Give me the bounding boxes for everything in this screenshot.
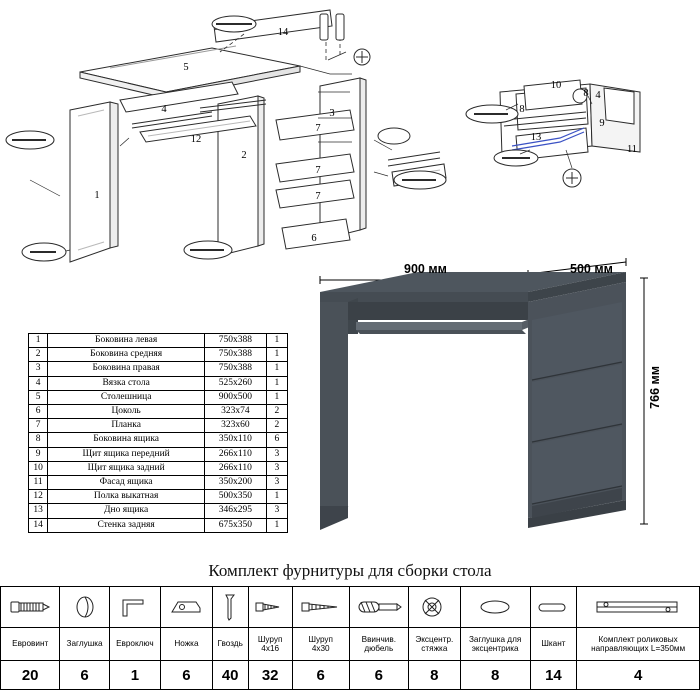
table-row bbox=[29, 461, 288, 475]
part-name: Вязка стола bbox=[48, 376, 205, 390]
label-7a: 7 bbox=[315, 123, 321, 134]
table-row bbox=[29, 348, 288, 362]
part-number: 4 bbox=[29, 376, 48, 390]
part-number: 3 bbox=[29, 362, 48, 376]
label-8b: 8 bbox=[583, 88, 589, 99]
part-dimension: 900x500 bbox=[205, 390, 267, 404]
label-12: 12 bbox=[190, 134, 202, 145]
part-number: 2 bbox=[29, 348, 48, 362]
part-name: Полка выкатная bbox=[48, 490, 205, 504]
label-3: 3 bbox=[329, 108, 335, 119]
part-quantity: 3 bbox=[266, 476, 287, 490]
cam-cap-icon bbox=[460, 587, 530, 628]
table-row bbox=[29, 504, 288, 518]
label-8a: 8 bbox=[519, 104, 525, 115]
part-dimension: 350x110 bbox=[205, 433, 267, 447]
part-dimension: 346x295 bbox=[205, 504, 267, 518]
foot-icon bbox=[161, 587, 213, 628]
hardware-name: Шуруп 4х30 bbox=[292, 628, 349, 661]
label-4: 4 bbox=[161, 104, 167, 115]
part-number: 7 bbox=[29, 419, 48, 433]
euro-screw-icon bbox=[1, 587, 60, 628]
part-quantity: 2 bbox=[266, 419, 287, 433]
part-quantity: 1 bbox=[266, 362, 287, 376]
hardware-name: Евровинт bbox=[1, 628, 60, 661]
table-row bbox=[29, 376, 288, 390]
part-dimension: 750x388 bbox=[205, 348, 267, 362]
label-11: 11 bbox=[626, 144, 638, 155]
dimension-height-label: 766 мм bbox=[648, 366, 662, 409]
part-number: 10 bbox=[29, 461, 48, 475]
hardware-name: Шуруп 4х16 bbox=[248, 628, 292, 661]
hardware-name: Ножка bbox=[161, 628, 213, 661]
label-13: 13 bbox=[530, 132, 542, 143]
part-quantity: 1 bbox=[266, 376, 287, 390]
screw-4x16-icon bbox=[248, 587, 292, 628]
table-row bbox=[29, 447, 288, 461]
table-row bbox=[29, 476, 288, 490]
hardware-name: Евроключ bbox=[109, 628, 160, 661]
hardware-count: 6 bbox=[349, 661, 408, 690]
part-quantity: 1 bbox=[266, 518, 287, 532]
hardware-count: 4 bbox=[577, 661, 700, 690]
hardware-count: 8 bbox=[409, 661, 461, 690]
part-quantity: 3 bbox=[266, 504, 287, 518]
table-row bbox=[29, 334, 288, 348]
dowel-icon bbox=[349, 587, 408, 628]
hardware-kit-title: Комплект фурнитуры для сборки стола bbox=[208, 561, 492, 580]
cam-lock-icon bbox=[409, 587, 461, 628]
hardware-name: Ввинчив. дюбель bbox=[349, 628, 408, 661]
part-quantity: 1 bbox=[266, 390, 287, 404]
hardware-name: Комплект роликовых направляющих L=350мм bbox=[577, 628, 700, 661]
dimension-width-label: 900 мм bbox=[404, 262, 447, 276]
part-dimension: 750x388 bbox=[205, 362, 267, 376]
part-quantity: 3 bbox=[266, 447, 287, 461]
label-2: 2 bbox=[241, 150, 247, 161]
part-name: Стенка задняя bbox=[48, 518, 205, 532]
nail-icon bbox=[212, 587, 248, 628]
part-quantity: 1 bbox=[266, 348, 287, 362]
part-number: 6 bbox=[29, 405, 48, 419]
table-row bbox=[29, 490, 288, 504]
hardware-count: 20 bbox=[1, 661, 60, 690]
part-quantity: 1 bbox=[266, 490, 287, 504]
part-name: Столешница bbox=[48, 390, 205, 404]
screw-4x30-icon bbox=[292, 587, 349, 628]
label-14: 14 bbox=[277, 27, 289, 38]
label-6: 6 bbox=[311, 233, 317, 244]
part-number: 13 bbox=[29, 504, 48, 518]
hardware-count: 6 bbox=[161, 661, 213, 690]
part-dimension: 500x350 bbox=[205, 490, 267, 504]
hardware-count: 6 bbox=[60, 661, 109, 690]
hardware-name: Шкант bbox=[530, 628, 577, 661]
part-quantity: 6 bbox=[266, 433, 287, 447]
label-4r: 4 bbox=[595, 90, 601, 101]
hardware-kit-table bbox=[0, 586, 700, 690]
label-5: 5 bbox=[183, 62, 189, 73]
part-number: 9 bbox=[29, 447, 48, 461]
part-name: Дно ящика bbox=[48, 504, 205, 518]
label-7b: 7 bbox=[315, 165, 321, 176]
table-row bbox=[29, 405, 288, 419]
slide-rail-icon bbox=[577, 587, 700, 628]
part-name: Боковина ящика bbox=[48, 433, 205, 447]
dowel-pin-icon bbox=[530, 587, 577, 628]
hardware-name: Гвоздь bbox=[212, 628, 248, 661]
part-number: 1 bbox=[29, 334, 48, 348]
part-name: Боковина левая bbox=[48, 334, 205, 348]
part-number: 12 bbox=[29, 490, 48, 504]
exploded-assembly-diagram bbox=[0, 0, 700, 265]
hardware-name: Эксцентр. стяжка bbox=[409, 628, 461, 661]
dimension-depth-label: 500 мм bbox=[570, 262, 613, 276]
hardware-count: 8 bbox=[460, 661, 530, 690]
hardware-name: Заглушка bbox=[60, 628, 109, 661]
part-name: Цоколь bbox=[48, 405, 205, 419]
cap-icon bbox=[60, 587, 109, 628]
part-dimension: 525x260 bbox=[205, 376, 267, 390]
part-quantity: 2 bbox=[266, 405, 287, 419]
table-row bbox=[29, 518, 288, 532]
part-number: 11 bbox=[29, 476, 48, 490]
part-name: Боковина правая bbox=[48, 362, 205, 376]
part-quantity: 1 bbox=[266, 334, 287, 348]
part-name: Боковина средняя bbox=[48, 348, 205, 362]
label-7c: 7 bbox=[315, 191, 321, 202]
hardware-name: Заглушка для эксцентрика bbox=[460, 628, 530, 661]
part-dimension: 675x350 bbox=[205, 518, 267, 532]
hardware-count: 6 bbox=[292, 661, 349, 690]
hardware-count: 14 bbox=[530, 661, 577, 690]
desk-3d-render bbox=[296, 256, 700, 556]
part-quantity: 3 bbox=[266, 461, 287, 475]
parts-list-table bbox=[28, 333, 288, 533]
label-10: 10 bbox=[550, 80, 562, 91]
part-name: Фасад ящика bbox=[48, 476, 205, 490]
part-dimension: 323x74 bbox=[205, 405, 267, 419]
part-name: Щит ящика задний bbox=[48, 461, 205, 475]
part-dimension: 266x110 bbox=[205, 447, 267, 461]
label-9: 9 bbox=[599, 118, 605, 129]
table-row bbox=[29, 362, 288, 376]
hardware-count: 32 bbox=[248, 661, 292, 690]
table-row bbox=[29, 433, 288, 447]
label-1: 1 bbox=[94, 190, 100, 201]
part-dimension: 266x110 bbox=[205, 461, 267, 475]
hardware-count: 1 bbox=[109, 661, 160, 690]
allen-key-icon bbox=[109, 587, 160, 628]
hardware-count: 40 bbox=[212, 661, 248, 690]
part-number: 8 bbox=[29, 433, 48, 447]
table-row bbox=[29, 390, 288, 404]
part-dimension: 323x60 bbox=[205, 419, 267, 433]
part-name: Планка bbox=[48, 419, 205, 433]
part-name: Щит ящика передний bbox=[48, 447, 205, 461]
part-dimension: 350x200 bbox=[205, 476, 267, 490]
table-row bbox=[29, 419, 288, 433]
part-number: 5 bbox=[29, 390, 48, 404]
part-number: 14 bbox=[29, 518, 48, 532]
part-dimension: 750x388 bbox=[205, 334, 267, 348]
